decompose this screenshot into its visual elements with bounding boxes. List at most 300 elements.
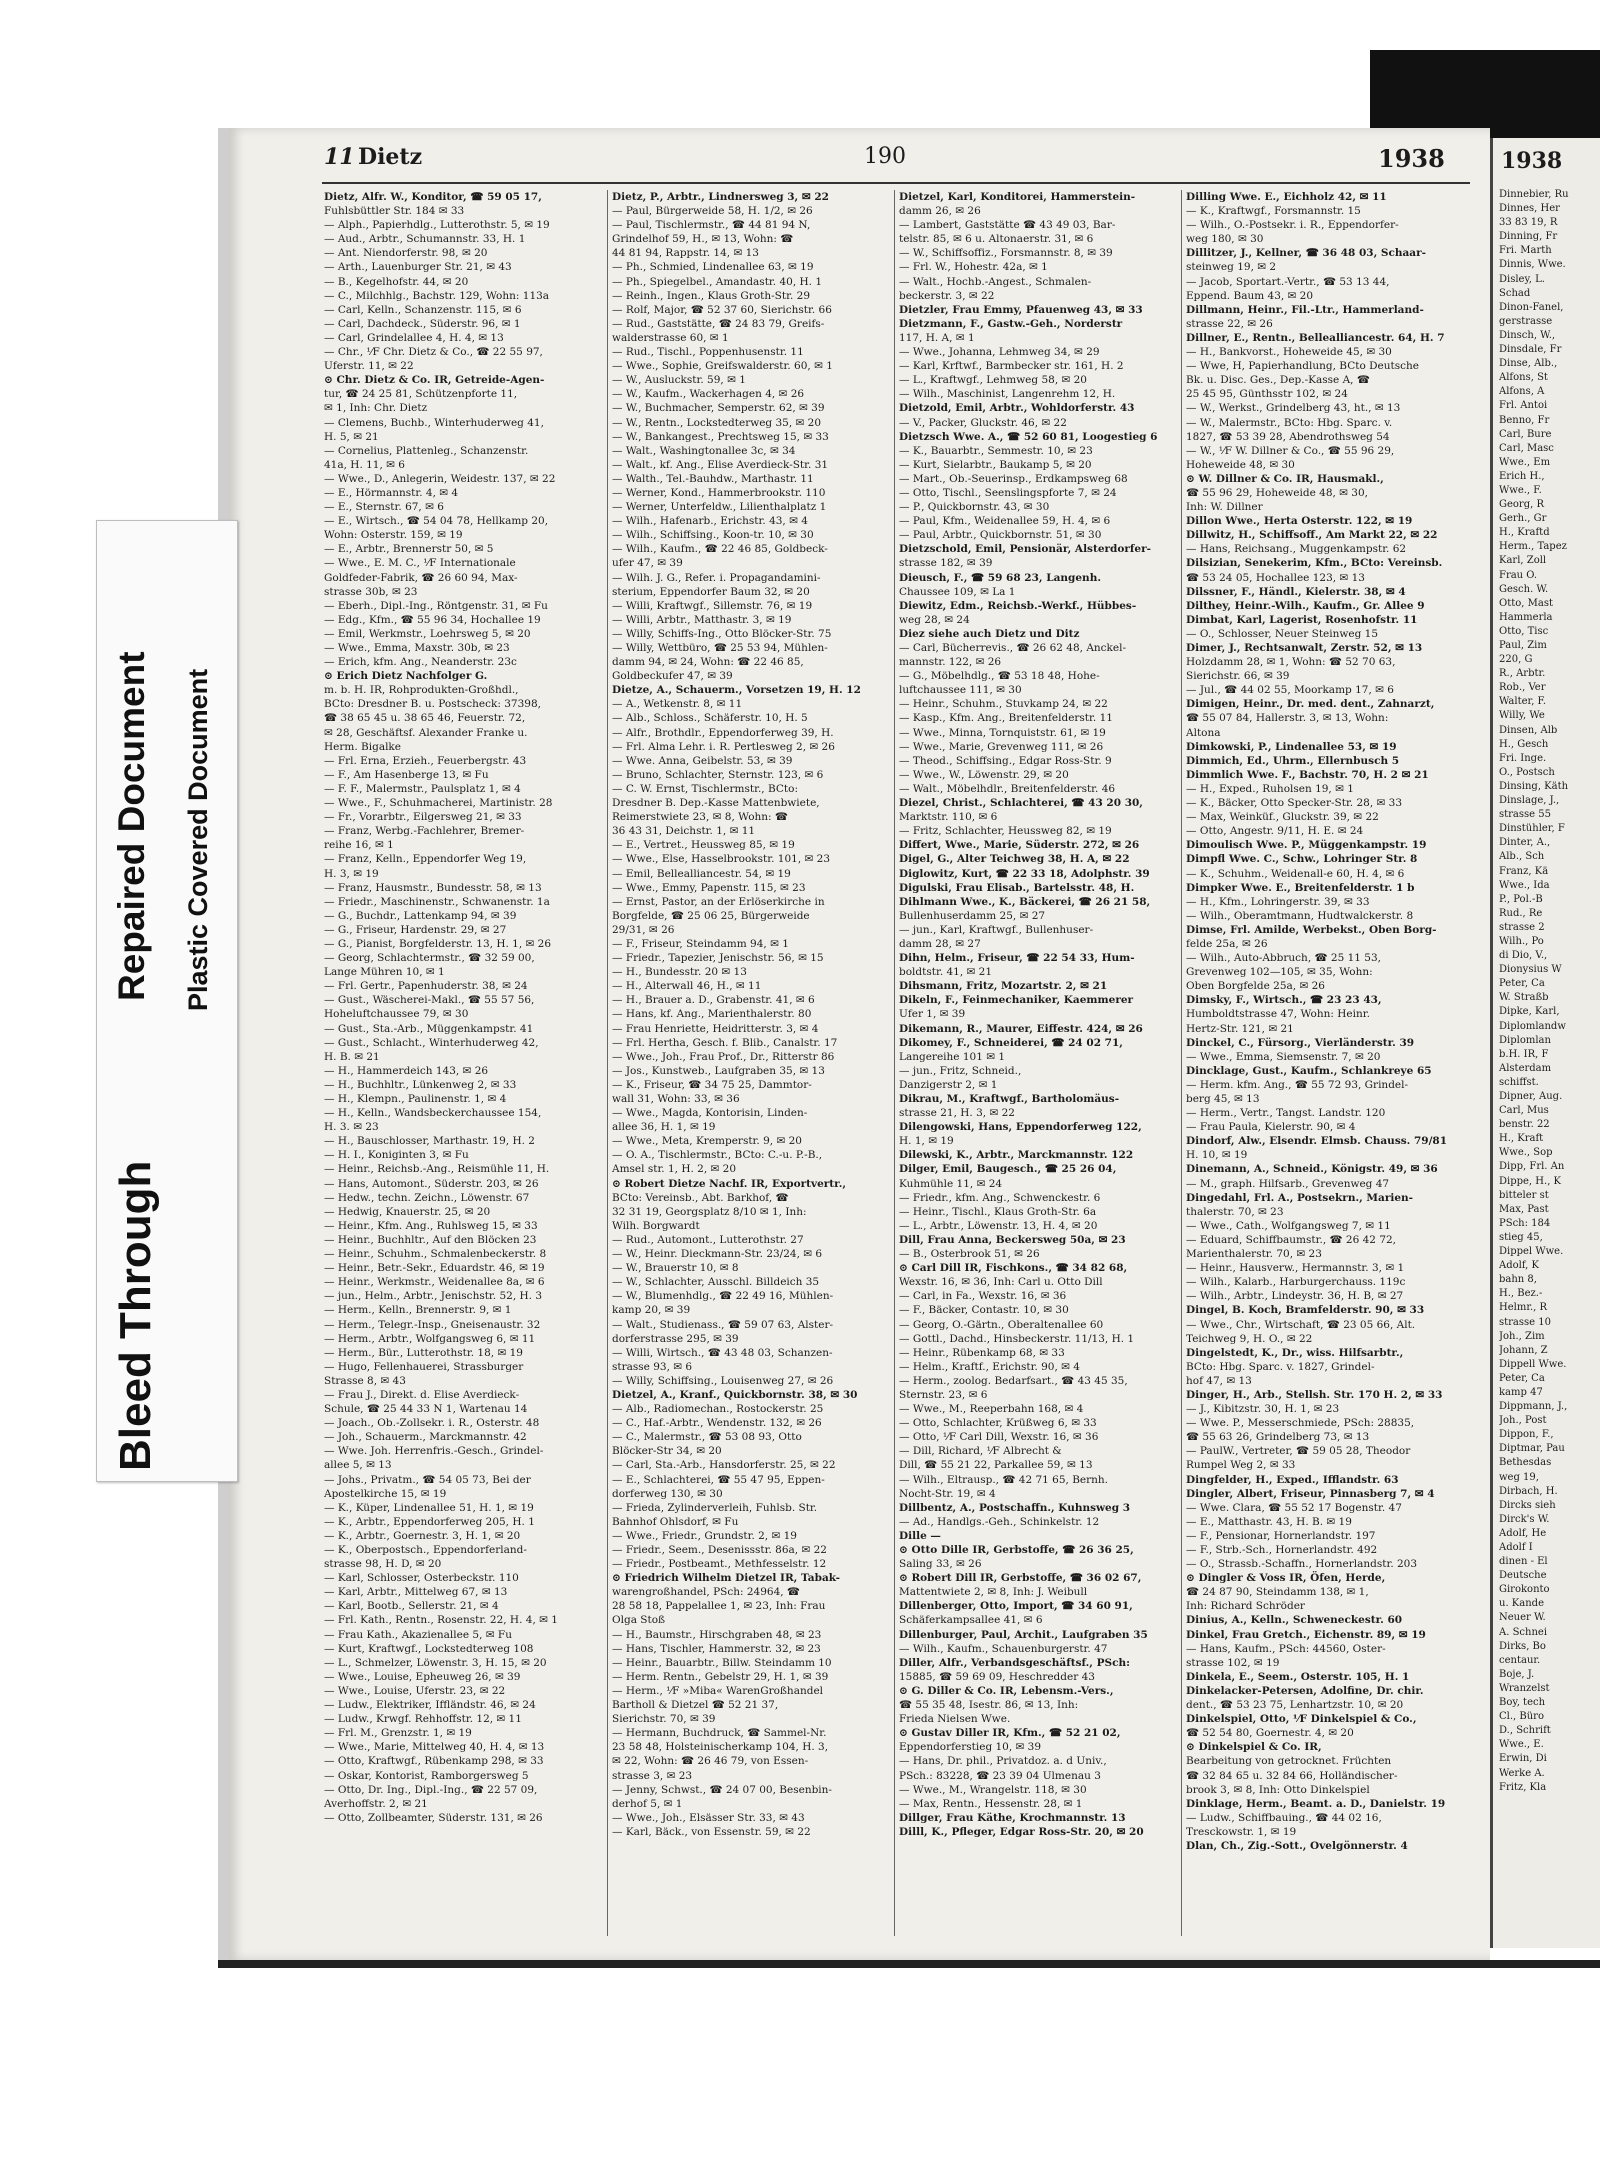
directory-entry: Dindorf, Alw., Elsendr. Elmsb. Chauss. 79/81: [1186, 1135, 1448, 1148]
directory-entry: — Eduard, Schiffbaumstr., ☎ 26 42 72,: [1186, 1233, 1397, 1246]
facing-entry: bahn 8,: [1499, 1274, 1537, 1286]
directory-entry: Averhoffstr. 2, ✉ 21: [324, 1797, 428, 1810]
directory-entry: — Wilh., O.-Postsekr. i. R., Eppendorfer-: [1186, 219, 1399, 232]
facing-entry: Dippon, F.,: [1499, 1429, 1554, 1441]
directory-entry: — W., Brauerstr 10, ✉ 8: [612, 1262, 739, 1275]
directory-entry: Borgfelde, ☎ 25 06 25, Bürgerweide: [612, 909, 810, 922]
directory-entry: Dietz, P., Arbtr., Lindnersweg 3, ✉ 22: [612, 191, 829, 203]
directory-entry: Dikomey, F., Schneiderei, ☎ 24 02 71,: [899, 1036, 1123, 1049]
directory-entry: — H., Hammerdeich 143, ✉ 26: [324, 1064, 489, 1077]
directory-entry: — M., graph. Hilfsarb., Grevenweg 47: [1186, 1177, 1390, 1190]
directory-entry: strasse 21, H. 3, ✉ 22: [899, 1107, 1015, 1120]
directory-entry: — Wwe., Emma, Maxstr. 30b, ✉ 23: [324, 642, 510, 654]
directory-entry: — Friedr., kfm. Ang., Schwenckestr. 6: [899, 1191, 1101, 1204]
directory-entry: Mattentwiete 2, ✉ 8, Inh: J. Weibull: [899, 1586, 1088, 1599]
directory-entry: — Walth., Tel.-Bauhdw., Marthastr. 11: [612, 472, 814, 485]
directory-entry: — Carl, Sta.-Arb., Hansdorferstr. 25, ✉ 22: [612, 1459, 836, 1472]
directory-entry: — K., Oberpostsch., Eppendorferland-: [324, 1544, 527, 1556]
directory-entry: Rumpel Weg 2, ✉ 33: [1186, 1459, 1296, 1472]
facing-entry: Boy, tech: [1499, 1697, 1546, 1709]
directory-entry: Teichweg 9, H. O., ✉ 22: [1186, 1332, 1313, 1345]
facing-entry: Neuer W.: [1499, 1612, 1546, 1624]
facing-entry: Georg, R: [1499, 499, 1544, 511]
facing-entry: W. Straßb: [1499, 992, 1549, 1004]
directory-entry: ☎ 32 84 65 u. 32 84 66, Holländischer-: [1186, 1769, 1398, 1782]
directory-entry: — E., Arbtr., Brennerstr 50, ✉ 5: [324, 543, 494, 556]
directory-entry: — Wwe., M., Reeperbahn 168, ✉ 4: [899, 1403, 1084, 1416]
directory-entry: — Rud., Tischl., Poppenhusenstr. 11: [612, 346, 804, 359]
directory-entry: — Wilh., Auto-Abbruch, ☎ 25 11 53,: [1186, 952, 1382, 965]
directory-entry: — Herm., Telegr.-Insp., Gneisenaustr. 32: [324, 1318, 541, 1331]
directory-entry: — Wwe., Emmy, Papenstr. 115, ✉ 23: [612, 881, 806, 894]
directory-entry: — Rolf, Major, ☎ 52 37 60, Sierichstr. 66: [612, 303, 832, 316]
directory-entry: — K., Arbtr., Goernestr. 3, H. 1, ✉ 20: [324, 1529, 521, 1542]
directory-entry: — C., Milchhlg., Bachstr. 129, Wohn: 113a: [324, 289, 550, 302]
directory-entry: Hoheweide 48, ✉ 30: [1186, 458, 1295, 471]
facing-entry: Wwe., Em: [1499, 456, 1551, 468]
directory-columns: [320, 190, 1470, 1936]
directory-entry: — Carl, Kelln., Schanzenstr. 115, ✉ 6: [324, 303, 522, 316]
directory-entry: Dill, Frau Anna, Beckersweg 50a, ✉ 23: [899, 1233, 1126, 1246]
directory-entry: m. b. H. IR, Rohprodukten-Großhdl.,: [324, 684, 519, 697]
facing-entry: Adolf, K: [1499, 1260, 1540, 1272]
directory-entry: Altona: [1186, 726, 1221, 739]
directory-entry: — Kurt, Sielarbtr., Baukamp 5, ✉ 20: [899, 458, 1092, 471]
directory-entry: — Georg, O.-Gärtn., Oberaltenallee 60: [899, 1318, 1104, 1331]
directory-entry: ☎ 38 65 45 u. 38 65 46, Feuerstr. 72,: [324, 712, 526, 725]
facing-entry: Wwe., Sop: [1499, 1147, 1553, 1159]
directory-entry: 15885, ☎ 59 69 09, Heschredder 43: [899, 1670, 1095, 1683]
directory-entry: ☎ 55 96 29, Hoheweide 48, ✉ 30,: [1186, 486, 1369, 499]
directory-entry: Oben Borgfelde 25a, ✉ 26: [1186, 980, 1325, 993]
directory-entry: — K., Küper, Lindenallee 51, H. 1, ✉ 19: [324, 1501, 534, 1514]
directory-entry: — G., Möbelhdlg., ☎ 53 18 48, Hohe-: [899, 670, 1100, 683]
directory-entry: — H. I., Koniginten 3, ✉ Fu: [324, 1149, 469, 1162]
facing-page: [1490, 138, 1600, 1948]
directory-entry: — Paul, Bürgerweide 58, H. 1/2, ✉ 26: [612, 205, 813, 218]
directory-entry: — W., Ausluckstr. 59, ✉ 1: [612, 374, 746, 387]
directory-entry: 36 43 31, Deichstr. 1, ✉ 11: [612, 825, 756, 838]
directory-entry: — K., Kraftwgf., Forsmannstr. 15: [1186, 205, 1361, 218]
directory-entry: — Herm., Vertr., Tangst. Landstr. 120: [1186, 1107, 1386, 1120]
directory-entry: — Otto, Angestr. 9/11, H. E. ✉ 24: [1186, 825, 1364, 838]
directory-entry: Inh: Richard Schröder: [1186, 1600, 1305, 1613]
directory-entry: — Theod., Schiffsing., Edgar Ross-Str. 9: [899, 754, 1112, 767]
facing-entry: Dippell Wwe.: [1499, 1358, 1567, 1370]
facing-entry: Rud., Re: [1499, 907, 1543, 919]
facing-entry: PSch: 184: [1499, 1217, 1551, 1229]
directory-entry: — Heinr., Buchhltr., Auf den Blöcken 23: [324, 1233, 537, 1246]
directory-entry: — PaulW., Vertreter, ☎ 59 05 28, Theodor: [1186, 1445, 1411, 1458]
facing-entry: Frau O.: [1499, 569, 1538, 581]
directory-entry: 28 58 18, Pappelallee 1, ✉ 23, Inh: Frau: [612, 1600, 826, 1613]
directory-entry: — Heinr., Kfm. Ang., Ruhlsweg 15, ✉ 33: [324, 1219, 538, 1232]
directory-entry: — Carl, Grindelallee 4, H. 4, ✉ 13: [324, 331, 504, 344]
directory-entry: — W., Schiffsoffiz., Forsmannstr. 8, ✉ 39: [899, 247, 1113, 260]
directory-entry: — Willy, Schiffs-Ing., Otto Blöcker-Str. 75: [612, 627, 832, 640]
directory-entry: — Ant. Niendorferstr. 98, ✉ 20: [324, 247, 488, 260]
directory-entry: — Ludw., Elektriker, Iffländstr. 46, ✉ 24: [324, 1699, 536, 1712]
directory-entry: — Franz, Hausmstr., Bundesstr. 58, ✉ 13: [324, 881, 542, 894]
directory-entry: ⊙ W. Dillner & Co. IR, Hausmakl.,: [1186, 472, 1384, 485]
directory-entry: dorferstrasse 295, ✉ 39: [612, 1332, 739, 1345]
directory-entry: — Alb., Schloss., Schäferstr. 10, H. 5: [612, 712, 808, 725]
directory-entry: — Gottl., Dachd., Hinsbeckerstr. 11/13, H. 1: [899, 1332, 1135, 1345]
column-1: [320, 190, 600, 1936]
facing-entry: gerstrasse: [1499, 315, 1553, 327]
directory-entry: — Wilh., Arbtr., Lindeystr. 36, H. B, ✉ 27: [1186, 1290, 1404, 1303]
directory-entry: — Gust., Wäscherei-Makl., ☎ 55 57 56,: [324, 994, 535, 1007]
directory-entry: BCto: Vereinsb., Abt. Barkhof, ☎: [612, 1191, 789, 1204]
directory-entry: — Wwe. Anna, Geibelstr. 53, ✉ 39: [612, 754, 793, 767]
directory-entry: — Frau Kath., Akazienallee 5, ✉ Fu: [324, 1628, 512, 1641]
facing-entry: Paul, Zim: [1499, 640, 1547, 651]
directory-entry: — L., Schmelzer, Löwenstr. 3, H. 15, ✉ 20: [324, 1656, 547, 1669]
facing-entry: Peter, Ca: [1499, 1372, 1545, 1384]
directory-entry: Strasse 8, ✉ 43: [324, 1374, 406, 1387]
directory-entry: Dille —: [899, 1529, 941, 1542]
directory-entry: — Wwe. Joh. Herrenfris.-Gesch., Grindel-: [324, 1445, 544, 1458]
directory-entry: — Rud., Gaststätte, ☎ 24 83 79, Greifs-: [612, 317, 825, 330]
directory-entry: — B., Kegelhofstr. 44, ✉ 20: [324, 275, 469, 288]
facing-entry: Alfons, St: [1499, 372, 1548, 384]
directory-entry: — H., Kelln., Wandsbeckerchaussee 154,: [324, 1107, 542, 1120]
directory-entry: — Walt., kf. Ang., Elise Averdieck-Str. 31: [612, 458, 829, 471]
facing-entry: Dippe, H., K: [1499, 1175, 1562, 1187]
directory-entry: Differt, Wwe., Marie, Süderstr. 272, ✉ 26: [899, 839, 1140, 852]
directory-entry: — K., Friseur, ☎ 34 75 25, Dammtor-: [612, 1078, 812, 1091]
directory-entry: — Wwe., Chr., Wirtschaft, ☎ 23 05 66, Alt.: [1186, 1318, 1416, 1331]
directory-entry: Amsel str. 1, H. 2, ✉ 20: [612, 1163, 737, 1176]
facing-entry: Fritz, Kla: [1499, 1781, 1547, 1793]
directory-entry: Diglowitz, Kurt, ☎ 22 33 18, Adolphstr. 39: [899, 867, 1150, 880]
directory-entry: — H., Baumstr., Hirschgraben 48, ✉ 23: [612, 1628, 822, 1641]
directory-entry: Dietzel, A., Kranf., Quickbornstr. 38, ✉ 30: [612, 1388, 858, 1401]
facing-entry: Boje, J.: [1499, 1668, 1535, 1680]
directory-entry: ⊙ Erich Dietz Nachfolger G.: [324, 670, 488, 683]
directory-entry: — Frau Henriette, Heidritterstr. 3, ✉ 4: [612, 1022, 819, 1035]
directory-entry: ⊙ Chr. Dietz & Co. IR, Getreide-Agen-: [324, 374, 545, 387]
directory-entry: — Walt., Studienass., ☎ 59 07 63, Alster-: [612, 1318, 834, 1331]
directory-entry: — Joh., Schauerm., Marckmannstr. 42: [324, 1431, 527, 1444]
facing-entry: Deutsche: [1499, 1570, 1547, 1582]
directory-entry: strasse 22, ✉ 26: [1186, 317, 1273, 330]
facing-entry: D., Schrift: [1499, 1725, 1551, 1737]
directory-entry: brook 3, ✉ 8, Inh: Otto Dinkelspiel: [1186, 1783, 1370, 1796]
directory-entry: — Friedr., Postbeamt., Methfesselstr. 12: [612, 1558, 827, 1571]
directory-entry: — Otto, Tischl., Seenslingspforte 7, ✉ 24: [899, 486, 1117, 499]
directory-entry: — F., Am Hasenberge 13, ✉ Fu: [324, 768, 489, 781]
directory-entry: — jun., Fritz, Schneid.,: [899, 1064, 1022, 1077]
directory-entry: — W., Malermstr., BCto: Hbg. Sparc. v.: [1186, 416, 1393, 429]
directory-entry: — Karl, Krftwf., Barmbecker str. 161, H. 2: [899, 360, 1124, 373]
directory-entry: Dilll, K., Pfleger, Edgar Ross-Str. 20, ✉ 20: [899, 1825, 1144, 1838]
facing-entry: Dirks, Bo: [1499, 1640, 1546, 1652]
directory-entry: ⊙ Robert Dietze Nachf. IR, Exportvertr.,: [612, 1177, 847, 1190]
directory-entry: — O., Schlosser, Neuer Steinweg 15: [1186, 627, 1378, 640]
facing-entry: strasse 55: [1499, 809, 1551, 821]
directory-entry: Dillner, E., Rentn., Bellealliancestr. 64, H. 7: [1186, 331, 1445, 344]
directory-entry: — Chr., ⅟F Chr. Dietz & Co., ☎ 22 55 97,: [324, 346, 543, 359]
directory-entry: — Johs., Privatm., ☎ 54 05 73, Bei der: [324, 1473, 531, 1486]
directory-entry: — Otto, Kraftwgf., Rübenkamp 298, ✉ 33: [324, 1755, 544, 1768]
directory-entry: ⊙ Dinkelspiel & Co. IR,: [1186, 1741, 1322, 1754]
directory-entry: — Werner, Kond., Hammerbrookstr. 110: [612, 486, 826, 499]
directory-entry: Wilh. Borgwardt: [612, 1219, 700, 1232]
directory-entry: Dikemann, R., Maurer, Eiffestr. 424, ✉ 26: [899, 1022, 1143, 1035]
directory-entry: Kuhmühle 11, ✉ 24: [899, 1177, 1003, 1190]
directory-entry: strasse 30b, ✉ 23: [324, 585, 418, 598]
directory-entry: 44 81 94, Rappstr. 14, ✉ 13: [612, 247, 759, 260]
directory-entry: Dinemann, A., Schneid., Königstr. 49, ✉ 36: [1186, 1163, 1438, 1176]
facing-entry: Dinslage, J.,: [1499, 795, 1560, 807]
facing-entry: P., Pol.-B: [1499, 893, 1543, 905]
facing-entry: Alsterdam: [1499, 1062, 1552, 1074]
directory-entry: — Ph., Spiegelbel., Amandastr. 40, H. 1: [612, 275, 823, 288]
directory-entry: Diez siehe auch Dietz und Ditz: [899, 627, 1080, 640]
scan-background-bottom: [218, 1960, 1600, 1968]
directory-entry: Dincklage, Gust., Kaufm., Schlankreye 65: [1186, 1064, 1432, 1077]
directory-entry: — Hermann, Buchdruck, ☎ Sammel-Nr.: [612, 1727, 827, 1740]
directory-entry: — Hans, Dr. phil., Privatdoz. a. d Univ.,: [899, 1755, 1107, 1768]
directory-entry: Dillger, Frau Käthe, Krochmannstr. 13: [899, 1811, 1126, 1824]
directory-entry: Goldbeckufer 47, ✉ 39: [612, 670, 733, 683]
directory-entry: — H., Bankvorst., Hoheweide 45, ✉ 30: [1186, 346, 1392, 359]
directory-entry: Sternstr. 23, ✉ 6: [899, 1388, 988, 1401]
directory-entry: Dinklage, Herm., Beamt. a. D., Danielstr. 19: [1186, 1797, 1446, 1810]
directory-entry: — Wilh., Kaufm., Schauenburgerstr. 47: [899, 1642, 1108, 1655]
directory-entry: — Frl. Erna, Erzieh., Feuerbergstr. 43: [324, 754, 527, 767]
directory-entry: — W., Schlachter, Ausschl. Billdeich 35: [612, 1276, 820, 1289]
directory-entry: Bearbeitung von getrocknet. Früchten: [1186, 1755, 1392, 1768]
directory-entry: Schule, ☎ 25 44 33 N 1, Wartenau 14: [324, 1403, 528, 1416]
facing-entry: H., Kraftd: [1499, 527, 1550, 539]
directory-entry: Diller, Alfr., Verbandsgeschäftsf., PSch:: [899, 1656, 1130, 1669]
directory-entry: — G., Friseur, Hardenstr. 29, ✉ 27: [324, 923, 507, 936]
directory-entry: Humboldtstrasse 47, Wohn: Heinr.: [1186, 1008, 1370, 1021]
directory-entry: — Karl, Arbtr., Mittelweg 67, ✉ 13: [324, 1586, 508, 1599]
facing-entry: Dinnebier, Ru: [1499, 189, 1569, 200]
directory-entry: — Wwe., Sophie, Greifswalderstr. 60, ✉ 1: [612, 360, 833, 373]
directory-entry: strasse 93, ✉ 6: [612, 1360, 693, 1373]
directory-entry: Dimoulisch Wwe. P., Müggenkampstr. 19: [1186, 839, 1427, 852]
directory-entry: — Helm., Kraftf., Erichstr. 90, ✉ 4: [899, 1360, 1080, 1373]
directory-entry: Bullenhuserdamm 25, ✉ 27: [899, 909, 1046, 922]
directory-entry: — Willy, Wettbüro, ☎ 25 53 94, Mühlen-: [612, 642, 828, 654]
directory-entry: — Erich, kfm. Ang., Neanderstr. 23c: [324, 656, 517, 669]
directory-entry: 25 45 95, Günthsstr 102, ✉ 24: [1186, 388, 1348, 401]
directory-entry: Marienthalerstr. 70, ✉ 23: [1186, 1248, 1322, 1261]
directory-entry: warengroßhandel, PSch: 24964, ☎: [612, 1586, 801, 1599]
directory-entry: — Heinr., Betr.-Sekr., Eduardstr. 46, ✉ 19: [324, 1262, 545, 1275]
directory-entry: Dillmann, Heinr., Fil.-Ltr., Hammerland-: [1186, 303, 1424, 316]
directory-entry: — Max, Weinküf., Gluckstr. 39, ✉ 22: [1186, 811, 1379, 824]
directory-entry: allee 36, H. 1, ✉ 19: [612, 1121, 716, 1134]
directory-entry: — Fritz, Schlachter, Heussweg 82, ✉ 19: [899, 825, 1112, 838]
directory-entry: — J., Kibitzstr. 30, H. 1, ✉ 23: [1186, 1403, 1340, 1416]
directory-entry: mannstr. 122, ✉ 26: [899, 656, 1002, 669]
directory-entry: — Bruno, Schlachter, Sternstr. 123, ✉ 6: [612, 768, 824, 781]
directory-entry: ☎ 55 35 48, Isestr. 86, ✉ 13, Inh:: [899, 1699, 1079, 1712]
directory-entry: — W., Buchmacher, Semperstr. 62, ✉ 39: [612, 402, 825, 415]
directory-entry: Eppendorferstieg 10, ✉ 39: [899, 1741, 1042, 1754]
directory-entry: Wohn: Osterstr. 159, ✉ 19: [324, 529, 463, 542]
directory-entry: — H., Exped., Ruholsen 19, ✉ 1: [1186, 782, 1354, 795]
directory-entry: walderstrasse 60, ✉ 1: [612, 331, 729, 344]
column-3: [894, 190, 1175, 1936]
directory-entry: — Ad., Handlgs.-Geh., Schinkelstr. 12: [899, 1515, 1100, 1528]
directory-entry: — Carl, in Fa., Wexstr. 16, ✉ 36: [899, 1290, 1067, 1303]
directory-entry: — C. W. Ernst, Tischlermstr., BCto:: [612, 782, 798, 795]
directory-entry: — Herm., Arbtr., Wolfgangsweg 6, ✉ 11: [324, 1332, 536, 1345]
directory-entry: Dilthey, Heinr.-Wilh., Kaufm., Gr. Allee 9: [1186, 599, 1425, 612]
facing-page-year: 1938: [1501, 148, 1563, 174]
directory-entry: — Carl, Bücherrevis., ☎ 26 62 48, Anckel-: [899, 642, 1127, 654]
directory-entry: ⊙ Carl Dill IR, Fischkons., ☎ 34 82 68,: [899, 1262, 1128, 1275]
directory-entry: — Frl. Hertha, Gesch. f. Blib., Canalstr. 17: [612, 1036, 838, 1049]
directory-entry: — Wwe., Magda, Kontorisin, Linden-: [612, 1107, 808, 1120]
directory-entry: Dietzler, Frau Emmy, Pfauenweg 43, ✉ 33: [899, 303, 1143, 316]
directory-entry: — W., ⅟F W. Dillner & Co., ☎ 55 96 29,: [1186, 444, 1395, 457]
directory-entry: — O., Strassb.-Schaffn., Hornerlandstr. 203: [1186, 1558, 1418, 1571]
directory-entry: Danzigerstr 2, ✉ 1: [899, 1078, 998, 1091]
directory-entry: Sierichstr. 66, ✉ 39: [1186, 670, 1290, 683]
directory-entry: Dimbat, Karl, Lagerist, Rosenhofstr. 11: [1186, 613, 1418, 626]
directory-entry: — Jacob, Sportart.-Vertr., ☎ 53 13 44,: [1186, 275, 1390, 288]
directory-entry: — Wilh., Schiffsing., Koon-tr. 10, ✉ 30: [612, 529, 814, 542]
facing-entry: Wwe., E.: [1499, 1739, 1544, 1751]
directory-entry: Ufer 1, ✉ 39: [899, 1008, 966, 1021]
directory-entry: BCto: Hbg. Sparc. v. 1827, Grindel-: [1186, 1360, 1375, 1373]
directory-entry: Digulski, Frau Elisab., Bartelsstr. 48, H.: [899, 881, 1135, 894]
facing-entry: Johann, Z: [1499, 1344, 1548, 1356]
directory-entry: — Georg, Schlachtermstr., ☎ 32 59 00,: [324, 952, 535, 965]
directory-entry: — K., Bäcker, Otto Specker-Str. 28, ✉ 33: [1186, 797, 1403, 810]
directory-entry: — Otto, Schlachter, Krüßweg 6, ✉ 33: [899, 1417, 1097, 1430]
directory-entry: Dinkelspiel, Otto, ⅟F Dinkelspiel & Co.,: [1186, 1713, 1417, 1726]
directory-entry: — Jos., Kunstweb., Laufgraben 35, ✉ 13: [612, 1064, 825, 1077]
directory-entry: — Heinr., Schuhm., Stuvkamp 24, ✉ 22: [899, 698, 1108, 711]
directory-entry: — Ludw., Schiffbauing., ☎ 44 02 16,: [1186, 1811, 1382, 1824]
directory-entry: — Paul, Tischlermstr., ☎ 44 81 94 N,: [612, 219, 811, 232]
facing-entry: benstr. 22: [1499, 1119, 1550, 1131]
facing-entry: Rob., Ver: [1499, 682, 1546, 694]
facing-entry: Dipke, Karl,: [1499, 1006, 1560, 1018]
facing-entry: Helmr., R: [1499, 1302, 1548, 1314]
directory-entry: — Kasp., Kfm. Ang., Breitenfelderstr. 11: [899, 712, 1113, 725]
directory-entry: — Otto, ⅟F Carl Dill, Wexstr. 16, ✉ 36: [899, 1431, 1099, 1444]
facing-entry: bitteler st: [1499, 1189, 1549, 1201]
directory-entry: — Joach., Ob.-Zollsekr. i. R., Osterstr. 48: [324, 1417, 540, 1430]
facing-entry: Dionysius W: [1499, 964, 1562, 976]
directory-entry: — Wwe., Joh., Frau Prof., Dr., Ritterstr 86: [612, 1050, 835, 1063]
directory-entry: Dietz, Alfr. W., Konditor, ☎ 59 05 17,: [324, 191, 542, 203]
directory-entry: derhof 5, ✉ 1: [612, 1797, 683, 1810]
directory-entry: strasse 182, ✉ 39: [899, 557, 993, 570]
directory-entry: Dinkel, Frau Gretch., Eichenstr. 89, ✉ 19: [1186, 1628, 1426, 1641]
facing-entry: H., Bez.-: [1499, 1288, 1543, 1300]
directory-entry: — Frau Paula, Kielerstr. 90, ✉ 4: [1186, 1121, 1356, 1134]
directory-entry: — Frl. Alma Lehr. i. R. Pertlesweg 2, ✉ 26: [612, 740, 835, 753]
directory-entry: Dilewski, K., Arbtr., Marckmannstr. 122: [899, 1149, 1134, 1162]
directory-entry: Dilling Wwe. E., Eichholz 42, ✉ 11: [1186, 191, 1387, 203]
directory-entry: — Wilh., Hafenarb., Erichstr. 43, ✉ 4: [612, 515, 808, 528]
directory-entry: — Wilh., Maschinist, Langenrehm 12, H.: [899, 388, 1116, 401]
directory-entry: Dihn, Helm., Friseur, ☎ 22 54 33, Hum-: [899, 952, 1135, 965]
directory-entry: felde 25a, ✉ 26: [1186, 937, 1268, 950]
directory-entry: — Mart., Ob.-Seuerinsp., Erdkampsweg 68: [899, 472, 1128, 485]
directory-entry: — Wwe. Clara, ☎ 55 52 17 Bogenstr. 47: [1186, 1501, 1402, 1514]
directory-entry: Grevenweg 102—105, ✉ 35, Wohn:: [1186, 966, 1373, 979]
directory-entry: — H., Kfm., Lohringerstr. 39, ✉ 33: [1186, 895, 1370, 908]
directory-entry: — Reinh., Ingen., Klaus Groth-Str. 29: [612, 289, 810, 302]
directory-page: [218, 128, 1490, 1960]
facing-entry: Carl, Mus: [1499, 1105, 1549, 1117]
directory-entry: 23 58 48, Holsteinischerkamp 104, H. 3,: [612, 1741, 829, 1754]
facing-entry: strasse 10: [1499, 1316, 1551, 1328]
directory-entry: ☎ 53 24 05, Hochallee 123, ✉ 13: [1186, 571, 1365, 584]
directory-entry: — Alfr., Brothdlr., Eppendorferweg 39, H.: [612, 726, 834, 739]
directory-entry: — Otto, Zollbeamter, Süderstr. 131, ✉ 26: [324, 1811, 543, 1824]
directory-entry: Dresdner B. Dep.-Kasse Mattenbwiete,: [612, 797, 820, 810]
directory-entry: Dietze, A., Schauerm., Vorsetzen 19, H. 12: [612, 684, 861, 697]
directory-entry: — Aud., Arbtr., Schumannstr. 33, H. 1: [324, 233, 526, 246]
directory-entry: — Carl, Dachdeck., Süderstr. 96, ✉ 1: [324, 317, 521, 330]
directory-entry: ufer 47, ✉ 39: [612, 557, 683, 570]
directory-entry: Wexstr. 16, ✉ 36, Inh: Carl u. Otto Dill: [899, 1276, 1103, 1289]
directory-entry: Fuhlsbüttler Str. 184 ✉ 33: [324, 205, 465, 218]
directory-entry: — F., Pensionar, Hornerlandstr. 197: [1186, 1529, 1376, 1542]
directory-entry: — Werner, Unterfeldw., Lilienthalplatz 1: [612, 501, 827, 514]
directory-entry: — H., Bauschlosser, Marthastr. 19, H. 2: [324, 1135, 535, 1148]
directory-entry: — Wwe, H, Papierhandlung, BCto Deutsche: [1186, 360, 1419, 373]
directory-entry: 1827, ☎ 53 39 28, Abendrothsweg 54: [1186, 430, 1390, 443]
directory-entry: — Jul., ☎ 44 02 55, Moorkamp 17, ✉ 6: [1186, 684, 1394, 697]
directory-entry: — Wwe., Else, Hasselbrookstr. 101, ✉ 23: [612, 853, 831, 866]
directory-entry: — Wilh. J. G., Refer. i. Propagandamini-: [612, 571, 821, 584]
directory-entry: 117, H. A, ✉ 1: [899, 331, 975, 344]
directory-entry: — C., Haf.-Arbtr., Wendenstr. 132, ✉ 26: [612, 1417, 822, 1430]
directory-entry: Bahnhof Ohlsdorf, ✉ Fu: [612, 1515, 739, 1528]
facing-entry: Dirck's W.: [1499, 1513, 1550, 1525]
directory-entry: H. B. ✉ 21: [324, 1050, 380, 1063]
directory-entry: Diewitz, Edm., Reichsb.-Werkf., Hübbes-: [899, 599, 1137, 612]
directory-entry: — W., Rentn., Lockstedterweg 35, ✉ 20: [612, 416, 822, 429]
facing-entry: Alfons, A: [1499, 386, 1545, 398]
directory-entry: Dimse, Frl. Amilde, Werbekst., Oben Borg-: [1186, 923, 1437, 936]
directory-entry: H. 5, ✉ 21: [324, 430, 379, 443]
facing-entry: Dinsdale, Fr: [1499, 344, 1562, 356]
directory-entry: — Jenny, Schwst., ☎ 24 07 00, Besenbin-: [612, 1783, 832, 1796]
directory-entry: Dillenburger, Paul, Archit., Laufgraben 35: [899, 1628, 1148, 1641]
directory-entry: — W., Blumenhdlg., ☎ 22 49 16, Mühlen-: [612, 1290, 834, 1303]
directory-entry: — Herm. kfm. Ang., ☎ 55 72 93, Grindel-: [1186, 1078, 1409, 1091]
directory-entry: — Willy, Schiffsing., Louisenweg 27, ✉ 26: [612, 1374, 834, 1387]
directory-entry: Eppend. Baum 43, ✉ 20: [1186, 289, 1314, 302]
directory-entry: Dillitzer, J., Kellner, ☎ 36 48 03, Schaar-: [1186, 247, 1426, 260]
directory-entry: — C., Malermstr., ☎ 53 08 93, Otto: [612, 1431, 802, 1444]
directory-entry: Dimmich, Ed., Uhrm., Ellernbusch 5: [1186, 754, 1400, 767]
facing-page-column: [1499, 188, 1600, 1795]
directory-entry: Olga Stoß: [612, 1614, 666, 1627]
directory-entry: ☎ 52 54 80, Goernestr. 4, ✉ 20: [1186, 1727, 1354, 1740]
directory-entry: — Herm. Rentn., Gebelstr 29, H. 1, ✉ 39: [612, 1670, 829, 1683]
directory-entry: — Emil, Werkmstr., Loehrsweg 5, ✉ 20: [324, 627, 531, 640]
facing-entry: Dinstühler, F: [1499, 823, 1565, 835]
facing-entry: u. Kande: [1499, 1598, 1544, 1610]
directory-entry: — B., Osterbrook 51, ✉ 26: [899, 1248, 1040, 1261]
column-4: [1181, 190, 1462, 1936]
